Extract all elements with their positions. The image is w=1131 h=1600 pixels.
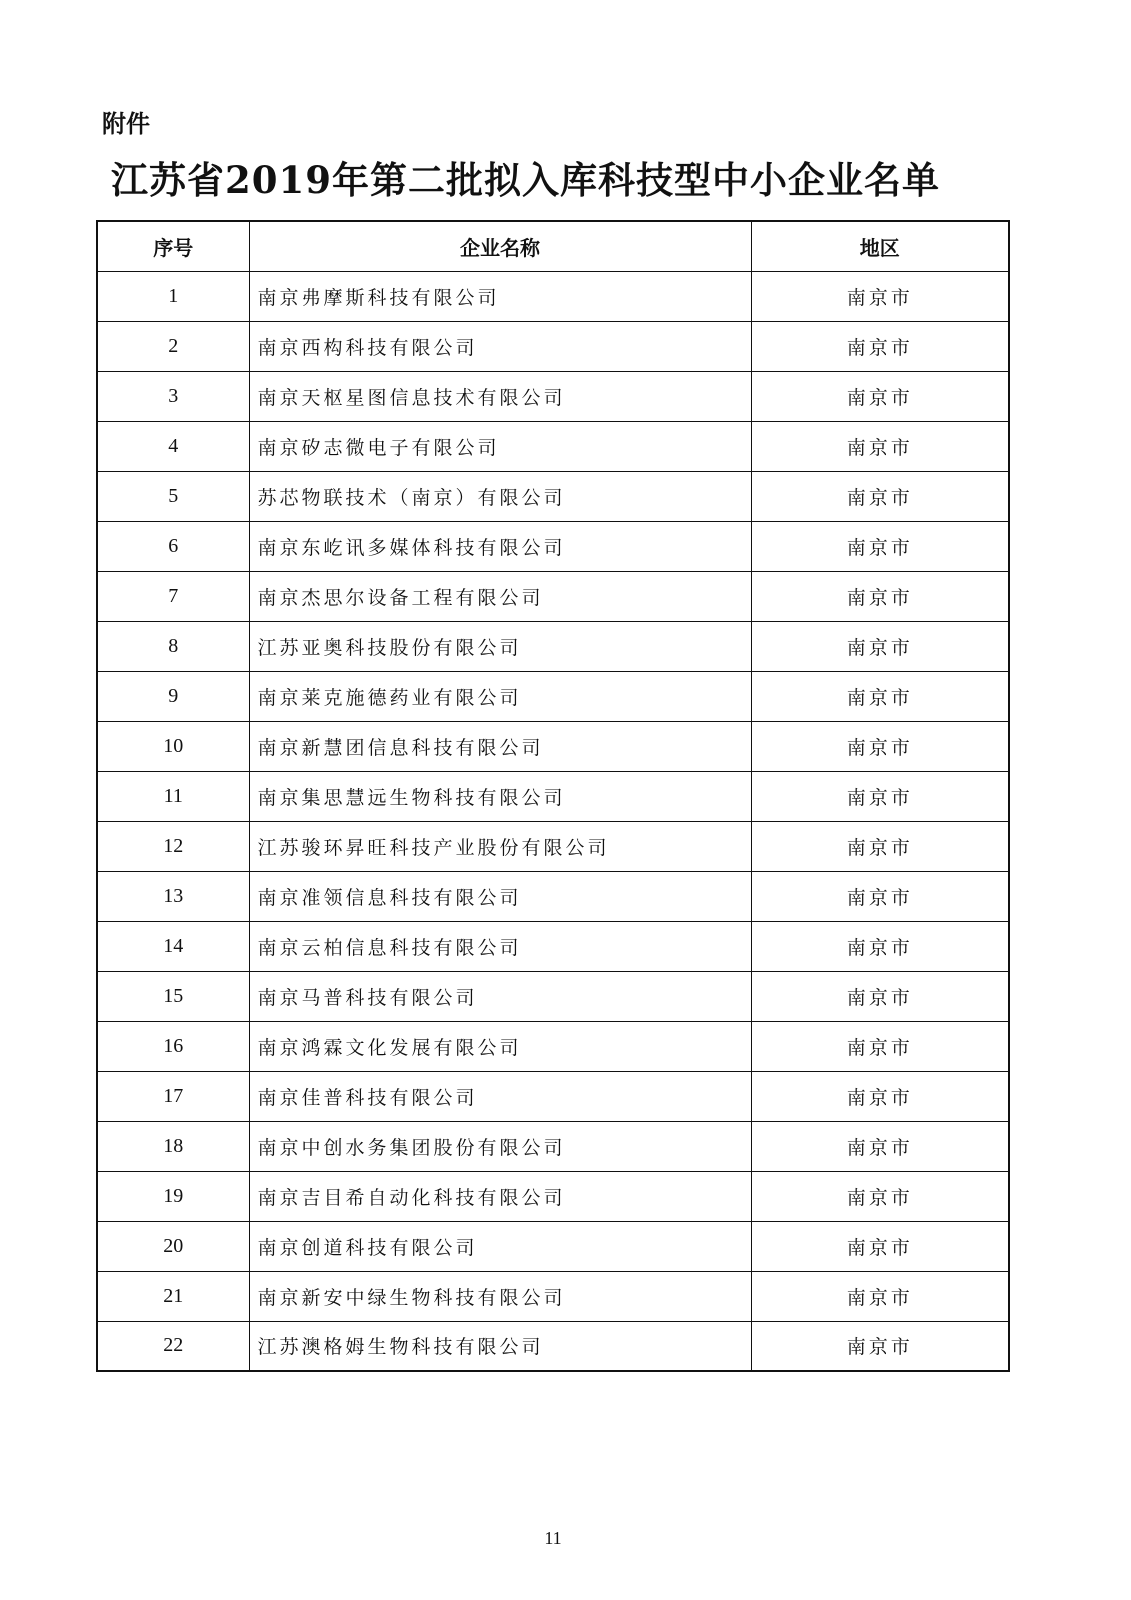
region-cell: 南京市 [751, 821, 1009, 871]
table-row [97, 1171, 1009, 1221]
region-cell: 南京市 [751, 1171, 1009, 1221]
serial-number-cell: 14 [97, 921, 249, 971]
table-row [97, 1271, 1009, 1321]
table-header [97, 221, 1009, 271]
header-row [97, 221, 1009, 271]
region-cell: 南京市 [751, 1321, 1009, 1371]
serial-number-cell: 9 [97, 671, 249, 721]
table-row [97, 471, 1009, 521]
region-cell: 南京市 [751, 1071, 1009, 1121]
header-region: 地区 [751, 221, 1009, 271]
table-row [97, 521, 1009, 571]
serial-number-cell: 13 [97, 871, 249, 921]
table-row [97, 971, 1009, 1021]
table-row [97, 371, 1009, 421]
enterprise-name-cell: 江苏骏环昇旺科技产业股份有限公司 [249, 821, 751, 871]
attachment-label: 附件 [102, 110, 150, 138]
enterprise-name-cell: 南京矽志微电子有限公司 [249, 421, 751, 471]
region-cell: 南京市 [751, 771, 1009, 821]
serial-number-cell: 1 [97, 271, 249, 321]
table-row [97, 271, 1009, 321]
enterprise-name-cell: 南京佳普科技有限公司 [249, 1071, 751, 1121]
table-row [97, 821, 1009, 871]
enterprise-name-cell: 江苏亚奥科技股份有限公司 [249, 621, 751, 671]
serial-number-cell: 20 [97, 1221, 249, 1271]
serial-number-cell: 16 [97, 1021, 249, 1071]
region-cell: 南京市 [751, 621, 1009, 671]
region-cell: 南京市 [751, 721, 1009, 771]
enterprise-name-cell: 南京中创水务集团股份有限公司 [249, 1121, 751, 1171]
serial-number-cell: 4 [97, 421, 249, 471]
enterprise-name-cell: 南京天枢星图信息技术有限公司 [249, 371, 751, 421]
region-cell: 南京市 [751, 471, 1009, 521]
enterprise-name-cell: 南京马普科技有限公司 [249, 971, 751, 1021]
serial-number-cell: 18 [97, 1121, 249, 1171]
table-row [97, 1221, 1009, 1271]
serial-number-cell: 7 [97, 571, 249, 621]
enterprise-name-cell: 南京莱克施德药业有限公司 [249, 671, 751, 721]
region-cell: 南京市 [751, 521, 1009, 571]
enterprise-name-cell: 南京集思慧远生物科技有限公司 [249, 771, 751, 821]
serial-number-cell: 6 [97, 521, 249, 571]
table-row [97, 571, 1009, 621]
serial-number-cell: 12 [97, 821, 249, 871]
enterprise-name-cell: 南京创道科技有限公司 [249, 1221, 751, 1271]
enterprise-name-cell: 南京新安中绿生物科技有限公司 [249, 1271, 751, 1321]
enterprise-name-cell: 南京云柏信息科技有限公司 [249, 921, 751, 971]
region-cell: 南京市 [751, 271, 1009, 321]
enterprise-name-cell: 南京新慧团信息科技有限公司 [249, 721, 751, 771]
enterprise-name-cell: 南京弗摩斯科技有限公司 [249, 271, 751, 321]
enterprise-name-cell: 南京吉目希自动化科技有限公司 [249, 1171, 751, 1221]
enterprise-name-cell: 南京东屹讯多媒体科技有限公司 [249, 521, 751, 571]
serial-number-cell: 11 [97, 771, 249, 821]
region-cell: 南京市 [751, 571, 1009, 621]
region-cell: 南京市 [751, 971, 1009, 1021]
table-row [97, 921, 1009, 971]
table-row [97, 1071, 1009, 1121]
table-row [97, 871, 1009, 921]
table-row [97, 421, 1009, 471]
region-cell: 南京市 [751, 871, 1009, 921]
serial-number-cell: 5 [97, 471, 249, 521]
enterprise-name-cell: 南京杰思尔设备工程有限公司 [249, 571, 751, 621]
region-cell: 南京市 [751, 1221, 1009, 1271]
region-cell: 南京市 [751, 671, 1009, 721]
region-cell: 南京市 [751, 421, 1009, 471]
serial-number-cell: 2 [97, 321, 249, 371]
serial-number-cell: 17 [97, 1071, 249, 1121]
table-body [97, 271, 1009, 1371]
table-row [97, 1121, 1009, 1171]
table-row [97, 721, 1009, 771]
serial-number-cell: 8 [97, 621, 249, 671]
region-cell: 南京市 [751, 1121, 1009, 1171]
page-number: 11 [544, 1528, 562, 1548]
table-row [97, 321, 1009, 371]
region-cell: 南京市 [751, 921, 1009, 971]
enterprise-table [96, 220, 1010, 1372]
table-row [97, 1021, 1009, 1071]
enterprise-name-cell: 南京鸿霖文化发展有限公司 [249, 1021, 751, 1071]
serial-number-cell: 15 [97, 971, 249, 1021]
serial-number-cell: 3 [97, 371, 249, 421]
enterprise-name-cell: 南京准领信息科技有限公司 [249, 871, 751, 921]
serial-number-cell: 19 [97, 1171, 249, 1221]
table-row [97, 771, 1009, 821]
serial-number-cell: 21 [97, 1271, 249, 1321]
region-cell: 南京市 [751, 1271, 1009, 1321]
region-cell: 南京市 [751, 371, 1009, 421]
serial-number-cell: 22 [97, 1321, 249, 1371]
region-cell: 南京市 [751, 321, 1009, 371]
enterprise-name-cell: 江苏澳格姆生物科技有限公司 [249, 1321, 751, 1371]
document-title: 江苏省2019年第二批拟入库科技型中小企业名单 [111, 158, 940, 202]
table-row [97, 1321, 1009, 1371]
serial-number-cell: 10 [97, 721, 249, 771]
region-cell: 南京市 [751, 1021, 1009, 1071]
header-enterprise-name: 企业名称 [249, 221, 751, 271]
enterprise-name-cell: 南京西构科技有限公司 [249, 321, 751, 371]
header-serial-number: 序号 [97, 221, 249, 271]
table-row [97, 621, 1009, 671]
enterprise-name-cell: 苏芯物联技术（南京）有限公司 [249, 471, 751, 521]
table-row [97, 671, 1009, 721]
